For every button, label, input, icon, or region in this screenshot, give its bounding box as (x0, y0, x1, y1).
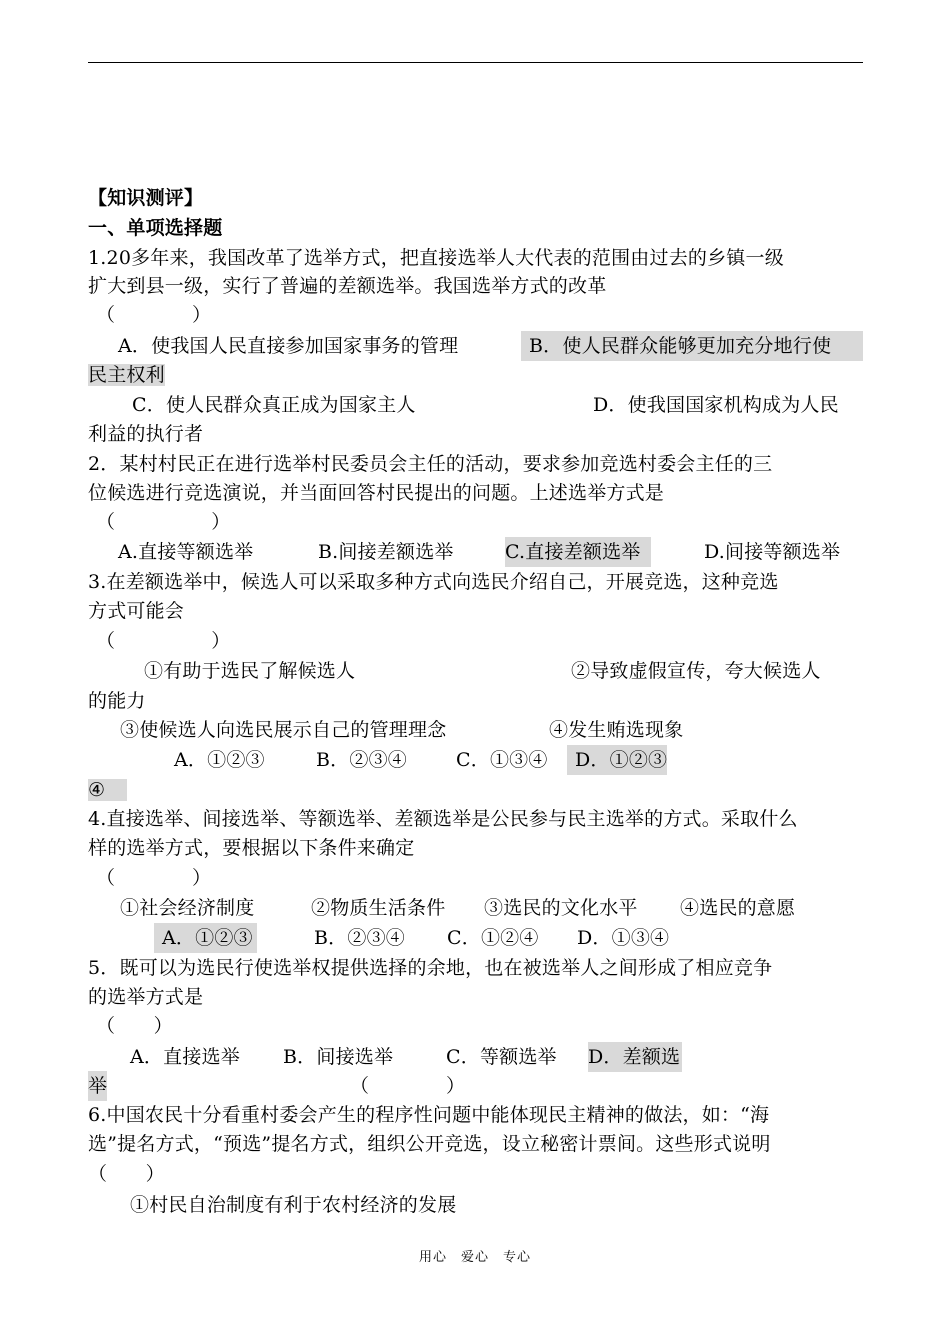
q1-option-b: B．使人民群众能够更加充分地行使 (521, 331, 863, 361)
q1-line1: 1.20多年来，我国改革了选举方式，把直接选举人大代表的范围由过去的乡镇一级 (88, 247, 784, 269)
q1-option-b-cont: 民主权利 (88, 364, 165, 386)
q6-answer-paren: （ ） (88, 1163, 165, 1185)
q3-item-4: ④发生贿选现象 (549, 719, 684, 741)
q4-item-3: ③选民的文化水平 (484, 897, 638, 919)
q5-option-a: A．直接选举 (130, 1046, 240, 1068)
q3-option-a: A．①②③ (174, 749, 265, 771)
q4-line2: 样的选举方式，要根据以下条件来确定 (88, 837, 415, 859)
q3-option-d: D．①②③ (567, 745, 667, 775)
q5-option-c: C．等额选举 (446, 1046, 557, 1068)
q4-option-b: B．②③④ (314, 927, 405, 949)
q4-line1: 4.直接选举、间接选举、等额选举、差额选举是公民参与民主选举的方式。采取什么 (88, 808, 798, 830)
q2-line1: 2．某村村民正在进行选举村民委员会主任的活动，要求参加竞选村委会主任的三 (88, 453, 773, 475)
q1-answer-paren: （ ） (96, 304, 212, 326)
q2-answer-paren: （ ） (96, 511, 231, 533)
q2-option-d: D.间接等额选举 (704, 541, 841, 563)
q3-item-2-cont: 的能力 (88, 690, 146, 712)
section-title: 【知识测评】 (88, 187, 204, 209)
q1-option-d: D．使我国国家机构成为人民 (593, 394, 839, 416)
q4-item-4: ④选民的意愿 (680, 897, 796, 919)
header-rule (88, 62, 863, 63)
q2-line2: 位候选进行竞选演说，并当面回答村民提出的问题。上述选举方式是 (88, 482, 665, 504)
q3-answer-paren: （ ） (96, 630, 231, 652)
q5-option-d-cont: 举 (88, 1071, 107, 1101)
q4-option-d: D．①③④ (577, 927, 670, 949)
q5-option-b: B．间接选举 (283, 1046, 394, 1068)
q3-item-3: ③使候选人向选民展示自己的管理理念 (120, 719, 447, 741)
q4-option-c: C．①②④ (447, 927, 539, 949)
q3-item-1: ①有助于选民了解候选人 (144, 660, 356, 682)
q5-answer-paren-2: （ ） (350, 1075, 466, 1097)
q5-answer-paren: （ ） (96, 1015, 173, 1037)
q1-option-d-cont: 利益的执行者 (88, 423, 204, 445)
q3-option-c: C．①③④ (456, 749, 548, 771)
q4-item-2: ②物质生活条件 (311, 897, 446, 919)
q1-line2: 扩大到县一级，实行了普遍的差额选举。我国选举方式的改革 (88, 275, 607, 297)
q6-item-1: ①村民自治制度有利于农村经济的发展 (130, 1194, 457, 1216)
q3-line1: 3.在差额选举中，候选人可以采取多种方式向选民介绍自己，开展竞选，这种竞选 (88, 571, 779, 593)
q1-option-a: A．使我国人民直接参加国家事务的管理 (118, 335, 459, 357)
q6-line1: 6.中国农民十分看重村委会产生的程序性问题中能体现民主精神的做法，如：“海 (88, 1104, 770, 1126)
q5-line2: 的选举方式是 (88, 986, 204, 1008)
q4-answer-paren: （ ） (96, 867, 212, 889)
q1-option-c: C．使人民群众真正成为国家主人 (132, 394, 416, 416)
q3-option-b: B．②③④ (316, 749, 407, 771)
part-title: 一、单项选择题 (88, 217, 223, 239)
q5-option-d: D．差额选 (588, 1042, 682, 1072)
q3-line2: 方式可能会 (88, 600, 185, 622)
q4-option-a: A．①②③ (154, 923, 257, 953)
q3-option-d-cont: ④ (88, 779, 127, 801)
page-footer: 用心 爱心 专心 (418, 1250, 531, 1265)
q3-item-2: ②导致虚假宣传，夸大候选人 (571, 660, 821, 682)
q5-line1: 5．既可以为选民行使选举权提供选择的余地，也在被选举人之间形成了相应竞争 (88, 957, 773, 979)
q2-option-a: A.直接等额选举 (118, 541, 254, 563)
q4-item-1: ①社会经济制度 (120, 897, 255, 919)
q2-option-c: C.直接差额选举 (505, 537, 651, 567)
q6-line2: 选”提名方式，“预选”提名方式，组织公开竞选，设立秘密计票间。这些形式说明 (88, 1133, 771, 1155)
q2-option-b: B.间接差额选举 (318, 541, 454, 563)
